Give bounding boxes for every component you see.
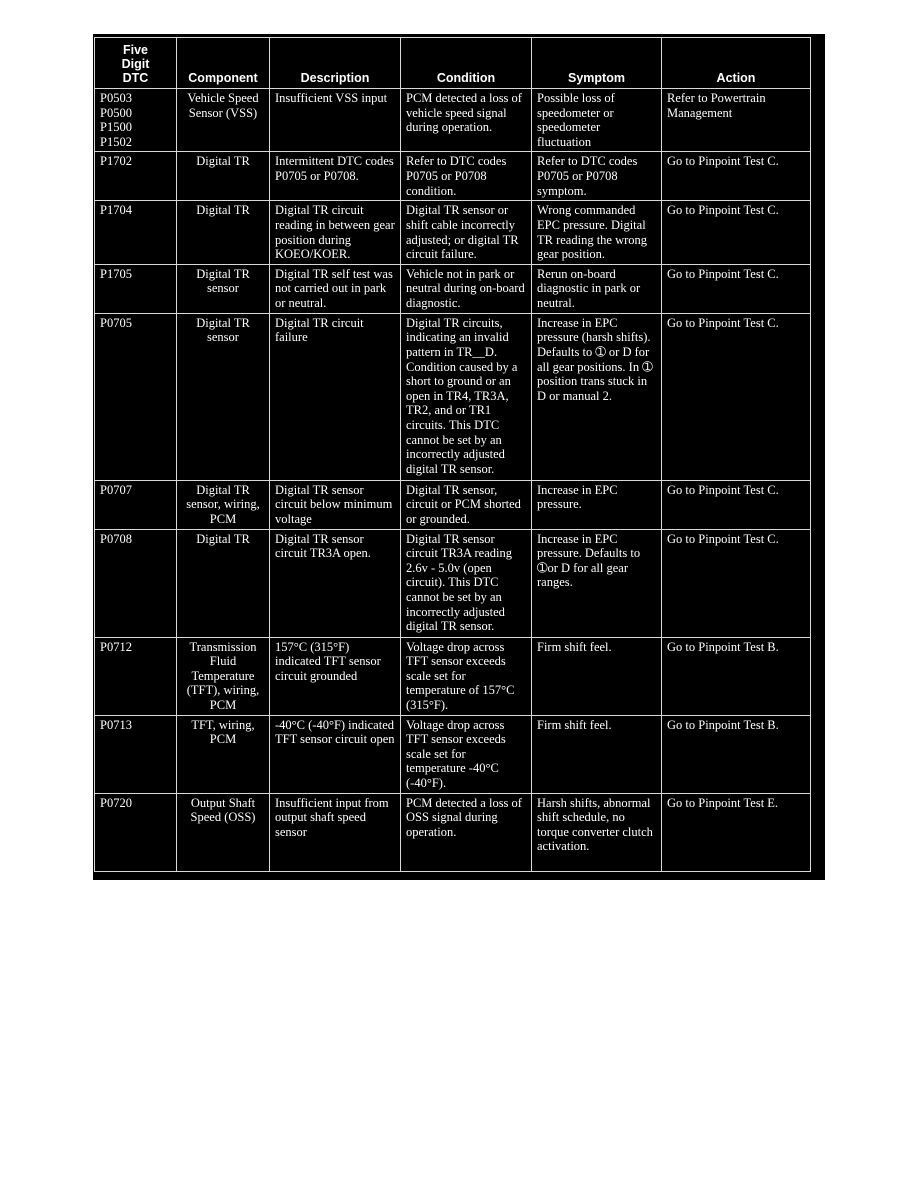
description-cell: Digital TR self test was not carried out in park or neutral. (270, 264, 401, 313)
header-component: Component (177, 38, 270, 89)
table-row (95, 89, 811, 152)
condition-cell: PCM detected a loss of vehicle speed signal during operation. (401, 89, 532, 152)
component-cell: Digital TR (177, 152, 270, 201)
action-cell: Go to Pinpoint Test C. (662, 264, 811, 313)
condition-cell: Voltage drop across TFT sensor exceeds scale set for temperature -40°C (-40°F). (401, 715, 532, 793)
dtc-cell: P0705 (95, 313, 177, 480)
condition-cell: Digital TR sensor, circuit or PCM shorted or grounded. (401, 480, 532, 529)
description-cell: Digital TR circuit failure (270, 313, 401, 480)
dtc-cell: P0712 (95, 637, 177, 715)
header-action: Action (662, 38, 811, 89)
action-cell: Go to Pinpoint Test C. (662, 313, 811, 480)
component-cell: Vehicle Speed Sensor (VSS) (177, 89, 270, 152)
action-cell: Go to Pinpoint Test B. (662, 637, 811, 715)
symptom-cell: Possible loss of speedometer or speedometer fluctuation (532, 89, 662, 152)
description-cell: Digital TR circuit reading in between gear position during KOEO/KOER. (270, 201, 401, 264)
description-cell: Digital TR sensor circuit below minimum voltage (270, 480, 401, 529)
dtc-cell: P1705 (95, 264, 177, 313)
description-cell: Intermittent DTC codes P0705 or P0708. (270, 152, 401, 201)
table-row (95, 313, 811, 480)
component-cell: Digital TR (177, 201, 270, 264)
table-row (95, 715, 811, 793)
header-symptom: Symptom (532, 38, 662, 89)
table-row (95, 480, 811, 529)
table-row (95, 152, 811, 201)
component-cell: Digital TR sensor (177, 313, 270, 480)
symptom-cell: Rerun on-board diagnostic in park or neutral. (532, 264, 662, 313)
dtc-cell: P0708 (95, 529, 177, 637)
condition-cell: PCM detected a loss of OSS signal during operation. (401, 793, 532, 871)
symptom-cell: Firm shift feel. (532, 637, 662, 715)
dtc-cell: P0720 (95, 793, 177, 871)
description-cell: -40°C (-40°F) indicated TFT sensor circuit open (270, 715, 401, 793)
component-cell: Transmission Fluid Temperature (TFT), wiring, PCM (177, 637, 270, 715)
condition-cell: Refer to DTC codes P0705 or P0708 condition. (401, 152, 532, 201)
dtc-cell: P1702 (95, 152, 177, 201)
description-cell: 157°C (315°F) indicated TFT sensor circuit grounded (270, 637, 401, 715)
condition-cell: Digital TR sensor or shift cable incorrectly adjusted; or digital TR circuit failure. (401, 201, 532, 264)
dtc-cell: P0713 (95, 715, 177, 793)
table-row (95, 264, 811, 313)
dtc-cell: P1704 (95, 201, 177, 264)
component-cell: Digital TR sensor, wiring, PCM (177, 480, 270, 529)
symptom-cell: Wrong commanded EPC pressure. Digital TR reading the wrong gear position. (532, 201, 662, 264)
condition-cell: Digital TR sensor circuit TR3A reading 2.6v - 5.0v (open circuit). This DTC cannot be set by an incorrectly adjusted digital TR sensor. (401, 529, 532, 637)
dtc-cell: P0503 P0500 P1500 P1502 (95, 89, 177, 152)
symptom-cell: Firm shift feel. (532, 715, 662, 793)
symptom-cell: Increase in EPC pressure. (532, 480, 662, 529)
action-cell: Go to Pinpoint Test C. (662, 480, 811, 529)
dtc-table (94, 37, 811, 872)
dtc-cell: P0707 (95, 480, 177, 529)
description-cell: Insufficient input from output shaft speed sensor (270, 793, 401, 871)
table-row (95, 201, 811, 264)
condition-cell: Voltage drop across TFT sensor exceeds scale set for temperature of 157°C (315°F). (401, 637, 532, 715)
table-row (95, 793, 811, 871)
action-cell: Refer to Powertrain Management (662, 89, 811, 152)
header-condition: Condition (401, 38, 532, 89)
action-cell: Go to Pinpoint Test E. (662, 793, 811, 871)
action-cell: Go to Pinpoint Test C. (662, 152, 811, 201)
action-cell: Go to Pinpoint Test B. (662, 715, 811, 793)
condition-cell: Digital TR circuits, indicating an invalid pattern in TR__D. Condition caused by a short to ground or an open in TR4, TR3A, TR2, and or TR1 circuits. This DTC cannot be set by an incorrectly adjusted digital TR sensor. (401, 313, 532, 480)
action-cell: Go to Pinpoint Test C. (662, 201, 811, 264)
table-row (95, 529, 811, 637)
action-cell: Go to Pinpoint Test C. (662, 529, 811, 637)
description-cell: Insufficient VSS input (270, 89, 401, 152)
header-dtc: Five Digit DTC (95, 38, 177, 89)
symptom-cell: Increase in EPC pressure. Defaults to ➀or D for all gear ranges. (532, 529, 662, 637)
symptom-cell: Refer to DTC codes P0705 or P0708 symptom. (532, 152, 662, 201)
component-cell: Digital TR (177, 529, 270, 637)
symptom-cell: Increase in EPC pressure (harsh shifts). Defaults to ➀ or D for all gear positions. In ➀ position trans stuck in D or manual 2. (532, 313, 662, 480)
component-cell: Output Shaft Speed (OSS) (177, 793, 270, 871)
symptom-cell: Harsh shifts, abnormal shift schedule, no torque converter clutch activation. (532, 793, 662, 871)
condition-cell: Vehicle not in park or neutral during on-board diagnostic. (401, 264, 532, 313)
header-description: Description (270, 38, 401, 89)
component-cell: Digital TR sensor (177, 264, 270, 313)
table-header-row (95, 38, 811, 89)
component-cell: TFT, wiring, PCM (177, 715, 270, 793)
description-cell: Digital TR sensor circuit TR3A open. (270, 529, 401, 637)
dtc-table-panel (93, 34, 825, 880)
table-row (95, 637, 811, 715)
